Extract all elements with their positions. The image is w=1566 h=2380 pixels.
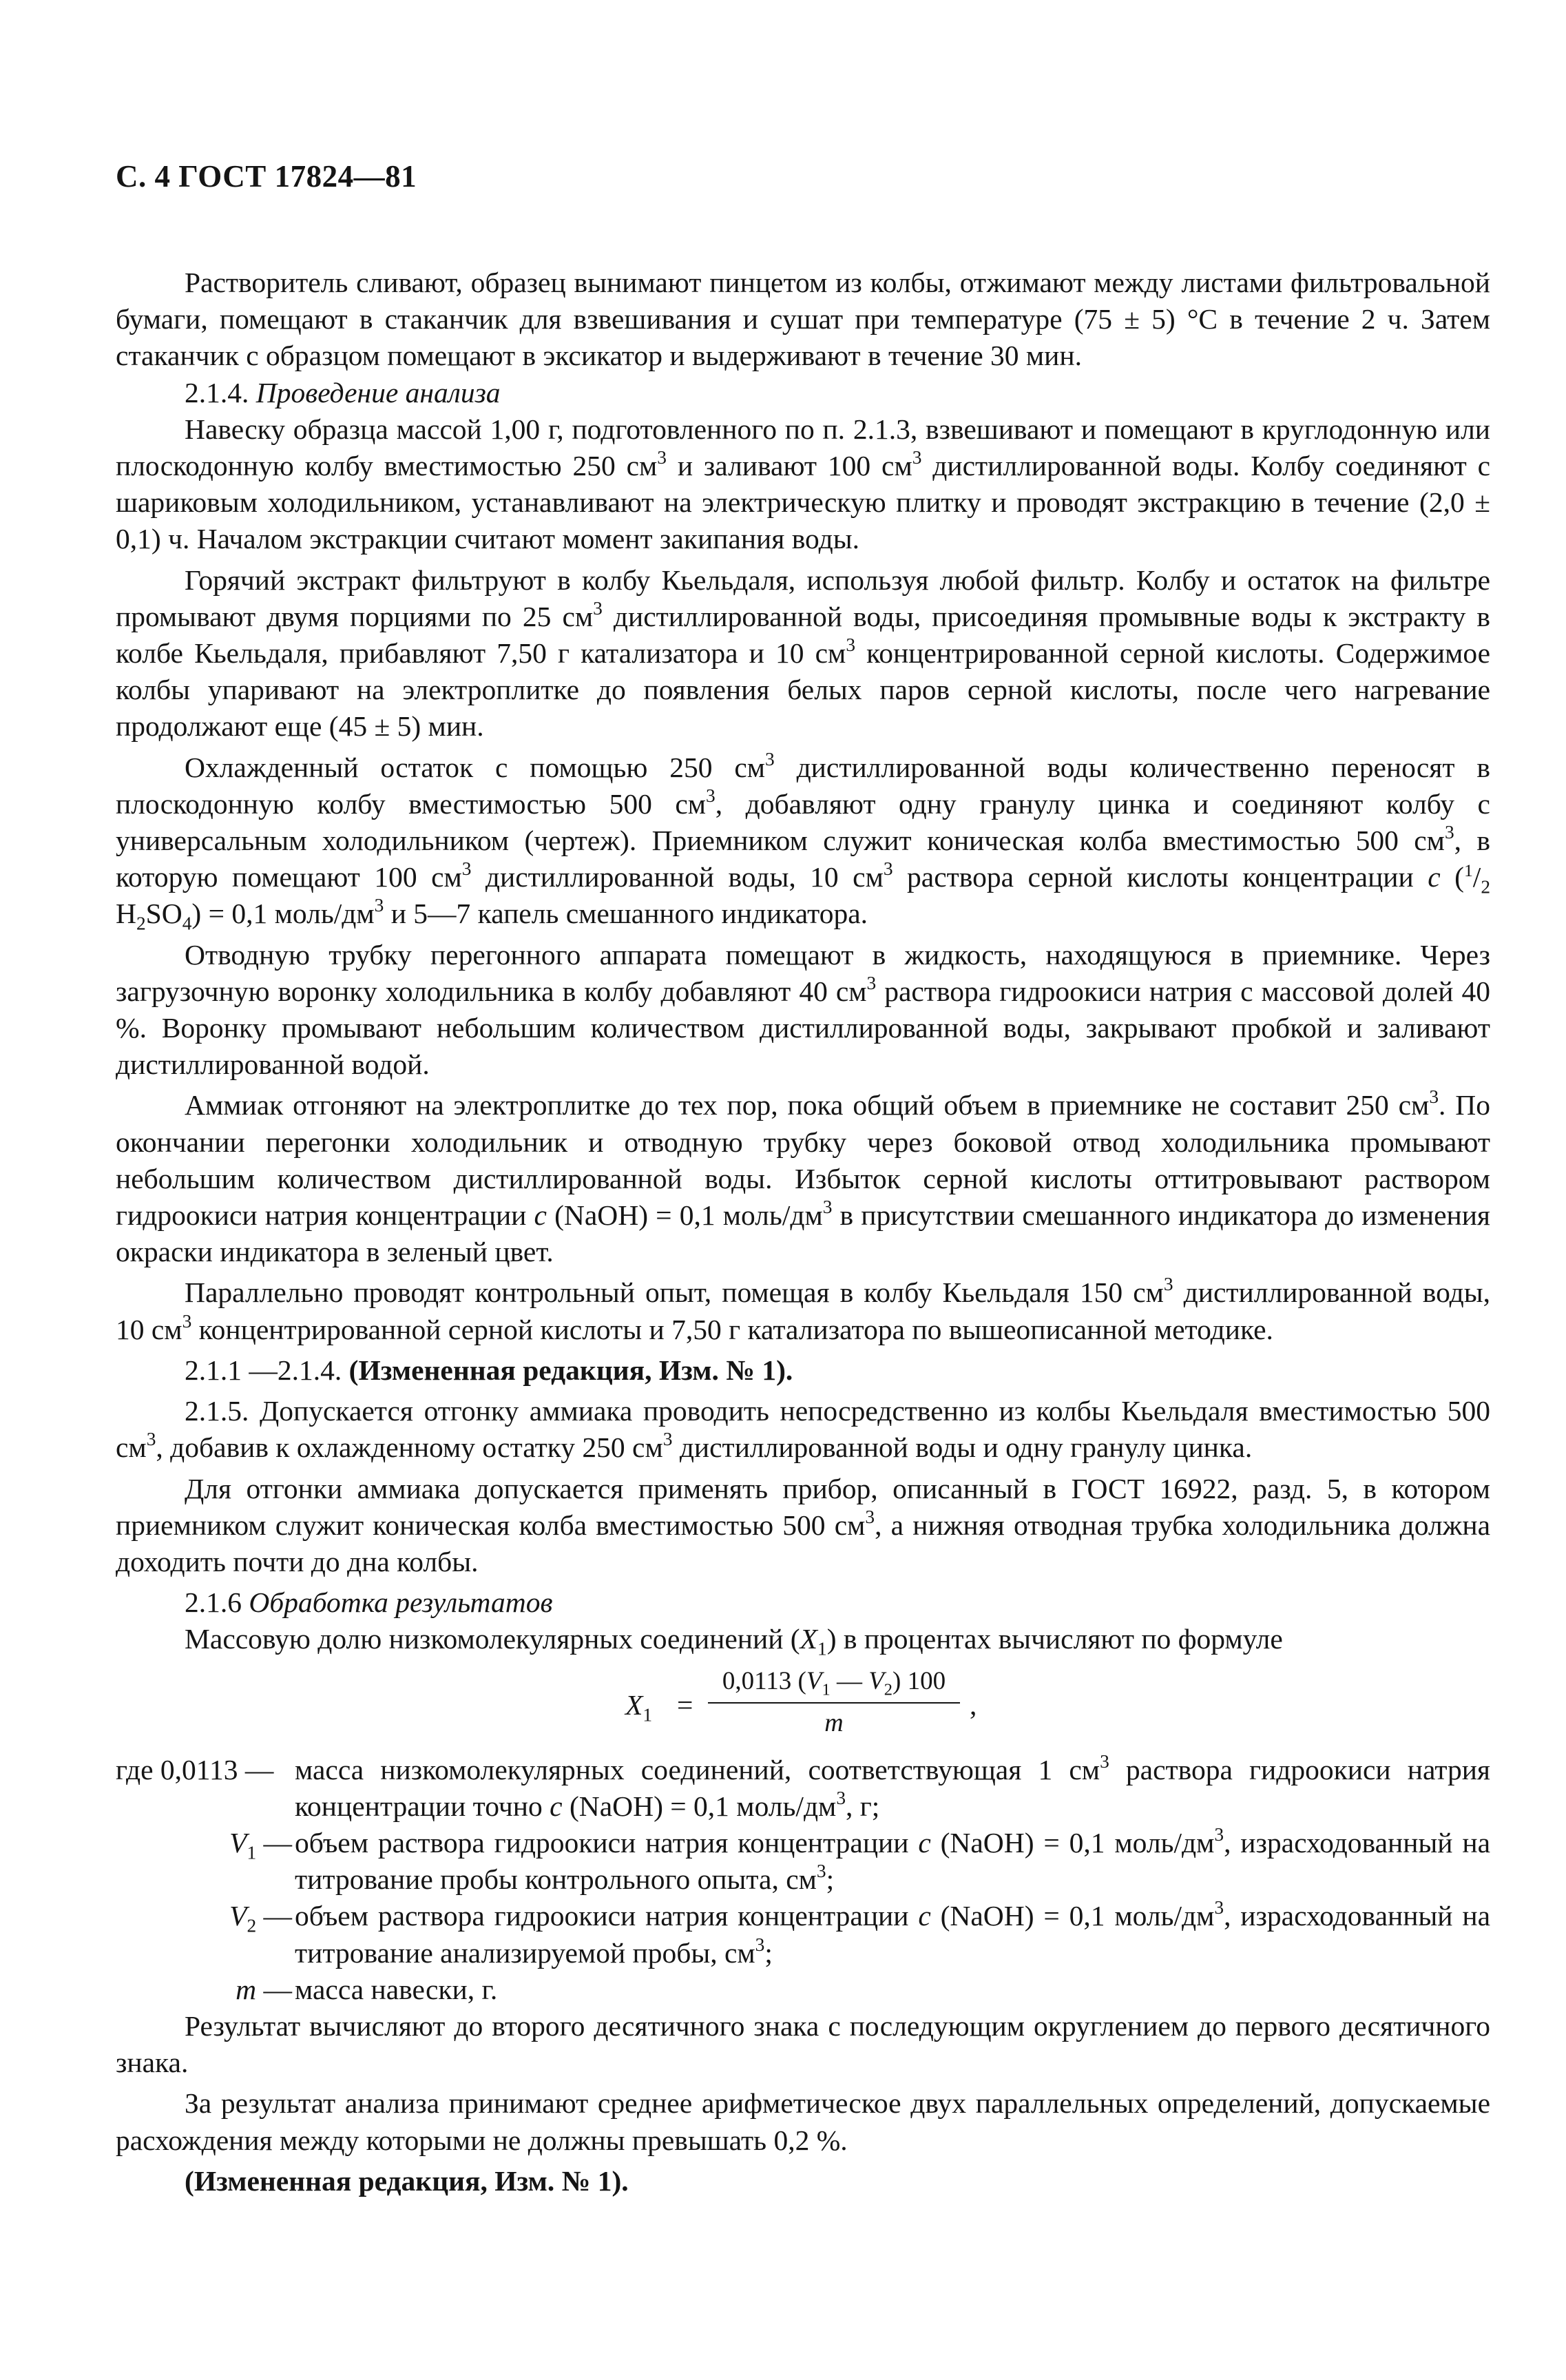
text-run: — (256, 1900, 292, 1932)
text-run: . По окончании перегонки холодильник и отводную трубку через боковой отвод холодильника промывают небольшим количеством дистиллированной воды. Избыток серной кислоты оттитровывают раствором гидроокиси натрия концентрации (116, 1089, 1490, 1232)
paragraph-result-mean: За результат анализа принимают среднее арифметическое двух параллельных определений, допускаемые расхождения между которыми не должны превышать 0,2 %. (116, 2087, 1490, 2156)
superscript: 3 (662, 1429, 673, 1450)
superscript: 3 (883, 858, 893, 880)
paragraph-ammonia-distill (116, 1087, 1490, 1270)
text-run: Горячий экстракт фильтруют в колбу Кьельдаля, используя любой фильтр. Колбу и остаток на фильтре промывают двумя порциями по 25 см (116, 563, 1490, 632)
legend-row-coefficient (116, 1752, 1490, 1825)
text-run: дистиллированной воды количественно переносят в плоскодонную колбу вместимостью 500 см (116, 751, 1490, 820)
legend-term (116, 1972, 292, 2008)
formula-fraction (708, 1664, 960, 1738)
text-run: (NaOH) = 0,1 моль/дм (930, 1826, 1215, 1859)
formula-x1 (116, 1664, 1490, 1749)
superscript: 3 (1100, 1750, 1109, 1772)
superscript: 3 (755, 1934, 765, 1955)
superscript: 3 (1214, 1823, 1224, 1845)
superscript: 3 (146, 1429, 156, 1450)
text-run: и 5—7 капель смешанного индикатора. (384, 898, 868, 930)
text-run: ; (764, 1936, 773, 1969)
paragraph-device-gost (116, 1471, 1490, 1581)
text-run: — (256, 1826, 292, 1859)
section-number: 2.1.4. (185, 376, 249, 408)
superscript: 3 (1444, 822, 1454, 843)
text-run: 2.1.5. Допускается отгонку аммиака проводить непосредственно из колбы Кьельдаля вместимостью 500 см (116, 1395, 1490, 1464)
superscript: 3 (865, 1506, 875, 1527)
symbol-c: c (534, 1199, 547, 1232)
superscript: 3 (816, 1861, 826, 1882)
legend-row-v2 (116, 1898, 1490, 1971)
legend-term: где 0,0113 — (116, 1753, 274, 1786)
superscript: 3 (836, 1787, 846, 1808)
text-run: дистиллированной воды, 10 см (471, 861, 884, 893)
text-run: ; (826, 1863, 835, 1896)
superscript: 3 (912, 447, 922, 468)
text-run: ) в процентах вычисляют по формуле (826, 1623, 1283, 1655)
subscript: 2 (1481, 876, 1491, 898)
text-run: концентрированной серной кислоты и 7,50 г катализатора по вышеописанной методике. (191, 1313, 1273, 1345)
text-run: (NaOH) = 0,1 моль/дм (562, 1790, 837, 1822)
subscript: 4 (182, 913, 192, 934)
text-run: , г; (846, 1790, 880, 1822)
text-run: Массовую долю низкомолекулярных соединений ( (185, 1623, 800, 1655)
text-run: в присутствии смешанного индикатора до изменения окраски индикатора в зеленый цвет. (116, 1199, 1490, 1268)
superscript: 3 (182, 1310, 192, 1332)
formula-denominator: m (824, 1708, 844, 1737)
symbol-v: V (229, 1900, 247, 1932)
symbol-c: c (550, 1790, 563, 1822)
subscript: 1 (822, 1679, 831, 1699)
paragraph-2-1-5 (116, 1393, 1490, 1466)
paragraph-final-amendment (116, 2163, 1490, 2200)
text-run: ) = 0,1 моль/дм (191, 898, 375, 930)
subscript: 2 (884, 1679, 892, 1699)
superscript: 3 (461, 858, 472, 880)
text-run: (NaOH) = 0,1 моль/дм (930, 1900, 1215, 1932)
text-run: дистиллированной воды, присоединяя промывные воды к экстракту в колбе Кьельдаля, прибавляют 7,50 г катализатора и 10 см (116, 600, 1490, 670)
subscript: 2 (136, 913, 146, 934)
formula-numerator (708, 1664, 960, 1699)
legend-term (116, 1898, 292, 1934)
text-run: 2.1.1 —2.1.4. (185, 1354, 349, 1386)
text-run: раствора серной кислоты концентрации (892, 861, 1428, 893)
legend-term (116, 1825, 292, 1861)
text-run: раствора гидроокиси натрия с массовой долей 40 %. Воронку промывают небольшим количеством дистиллированной воды, закрывают пробкой и заливают дистиллированной водой. (116, 975, 1490, 1081)
text-run: раствора гидроокиси натрия концентрации точно (295, 1753, 1491, 1822)
text-run: , а нижняя отводная трубка холодильника должна доходить почти до дна колбы. (116, 1509, 1490, 1577)
superscript: 3 (866, 972, 877, 993)
paragraph-cooled-residue (116, 749, 1490, 933)
paragraph-formula-intro (116, 1621, 1490, 1657)
section-2-1-4-heading (116, 375, 1490, 411)
text-run: / (1472, 861, 1481, 893)
text-run: объем раствора гидроокиси натрия концентрации (295, 1826, 919, 1859)
text-run: Для отгонки аммиака допускается применять прибор, описанный в ГОСТ 16922, разд. 5, в котором приемником служит коническая колба вместимостью 500 см (116, 1472, 1490, 1541)
section-number: 2.1.6 (185, 1586, 249, 1619)
text-run: , в которую помещают 100 см (116, 825, 1490, 893)
text-run: Охлажденный остаток с помощью 250 см (185, 751, 766, 783)
subscript: 1 (817, 1638, 827, 1659)
paragraph-hot-extract (116, 562, 1490, 745)
text-run: ) 100 (892, 1666, 946, 1695)
text-run: SO (145, 898, 182, 930)
subscript: 1 (247, 1842, 257, 1863)
paragraph-control-experiment (116, 1274, 1490, 1347)
formula-equals: = (677, 1688, 693, 1721)
subscript: 2 (247, 1915, 257, 1936)
formula-comma: , (970, 1688, 977, 1721)
superscript: 1 (1463, 860, 1473, 881)
symbol-c: c (1428, 861, 1441, 893)
symbol-v: V (868, 1666, 884, 1695)
amendment-note: (Измененная редакция, Изм. № 1). (185, 2164, 629, 2197)
text-run: — (256, 1973, 292, 2005)
text-run: , израсходованный на титрование анализируемой пробы, см (295, 1900, 1490, 1969)
text-run: H (116, 898, 136, 930)
formula-lhs (625, 1688, 653, 1725)
legend-row-v1 (116, 1825, 1490, 1898)
superscript: 3 (593, 597, 603, 619)
text-run: дистиллированной воды. Колбу соединяют с шариковым холодильником, устанавливают на электрическую плитку и проводят экстракцию в течение (2,0 ± 0,1) ч. Началом экстракции считают момент закипания воды. (116, 450, 1490, 555)
superscript: 3 (657, 447, 667, 468)
legend-row-m (116, 1972, 1490, 2008)
symbol-v: V (806, 1666, 822, 1695)
superscript: 3 (765, 748, 775, 769)
superscript: 3 (822, 1197, 833, 1218)
paragraph-sample-weighing (116, 411, 1490, 558)
superscript: 3 (1163, 1274, 1173, 1295)
section-title: Проведение анализа (255, 376, 501, 408)
superscript: 3 (706, 785, 716, 806)
text-run: концентрированной серной кислоты. Содержимое колбы упаривают на электроплитке до появления белых паров серной кислоты, после чего нагревание продолжают еще (45 ± 5) мин. (116, 637, 1491, 743)
paragraph-result-rounding: Результат вычисляют до второго десятичного знака с последующим округлением до первого десятичного знака. (116, 2009, 1490, 2079)
text-run: — (830, 1666, 869, 1695)
subscript: 1 (643, 1704, 653, 1725)
text-run: , израсходованный на титрование пробы контрольного опыта, см (295, 1826, 1490, 1896)
text-run: масса низкомолекулярных соединений, соответствующая 1 см (295, 1753, 1100, 1786)
text-run: ( (1440, 861, 1464, 893)
amendment-note: (Измененная редакция, Изм. № 1). (348, 1354, 793, 1386)
text-run: дистиллированной воды и одну гранулу цинка. (672, 1431, 1253, 1464)
paragraph-amendment-note (116, 1352, 1490, 1389)
text-run: и заливают 100 см (666, 450, 912, 482)
text-run: 0,0113 ( (722, 1666, 806, 1695)
text-run: масса навески, г. (295, 1973, 498, 2005)
text-run: Навеску образца массой 1,00 г, подготовленного по п. 2.1.3, взвешивают и помещают в круглодонную или плоскодонную колбу вместимостью 250 см (116, 413, 1490, 482)
text-run: Параллельно проводят контрольный опыт, помещая в колбу Кьельдаля 150 см (185, 1276, 1164, 1309)
symbol-c: c (918, 1826, 931, 1859)
symbol-x: X (625, 1688, 643, 1721)
paragraph-outlet-tube (116, 937, 1490, 1084)
text-run: , добавляют одну гранулу цинка и соединяют колбу с универсальным холодильником (чертеж). Приемником служит коническая колба вместимостью 500 см (116, 787, 1490, 857)
symbol-x: X (800, 1623, 817, 1655)
text-run: Аммиак отгоняют на электроплитке до тех пор, пока общий объем в приемнике не составит 250 см (185, 1089, 1430, 1121)
formula-legend (116, 1752, 1490, 2008)
superscript: 3 (1429, 1086, 1439, 1108)
superscript: 3 (374, 895, 384, 916)
text-run: (NaOH) = 0,1 моль/дм (546, 1199, 823, 1232)
document-page (116, 158, 1490, 2200)
paragraph-solvent-drain: Растворитель сливают, образец вынимают пинцетом из колбы, отжимают между листами фильтровальной бумаги, помещают в стаканчик для взвешивания и сушат при температуре (75 ± 5) °С в течение 2 ч. Затем стаканчик с образцом помещают в эксикатор и выдерживают в течение 30 мин. (116, 267, 1490, 372)
symbol-c: c (918, 1900, 931, 1932)
text-run: дистиллированной воды, 10 см (116, 1276, 1490, 1345)
symbol-v: V (229, 1826, 247, 1859)
section-title: Обработка результатов (249, 1586, 553, 1619)
page-header: С. 4 ГОСТ 17824—81 (116, 159, 417, 194)
superscript: 3 (846, 634, 856, 656)
fraction-bar (708, 1702, 960, 1704)
symbol-m: m (236, 1973, 257, 2005)
text-run: объем раствора гидроокиси натрия концентрации (295, 1900, 919, 1932)
section-2-1-6-heading (116, 1584, 1490, 1621)
text-run: Отводную трубку перегонного аппарата помещают в жидкость, находящуюся в приемнике. Через загрузочную воронку холодильника в колбу добавляют 40 см (116, 938, 1490, 1007)
superscript: 3 (1214, 1897, 1224, 1918)
text-run: , добавив к охлажденному остатку 250 см (156, 1431, 663, 1464)
